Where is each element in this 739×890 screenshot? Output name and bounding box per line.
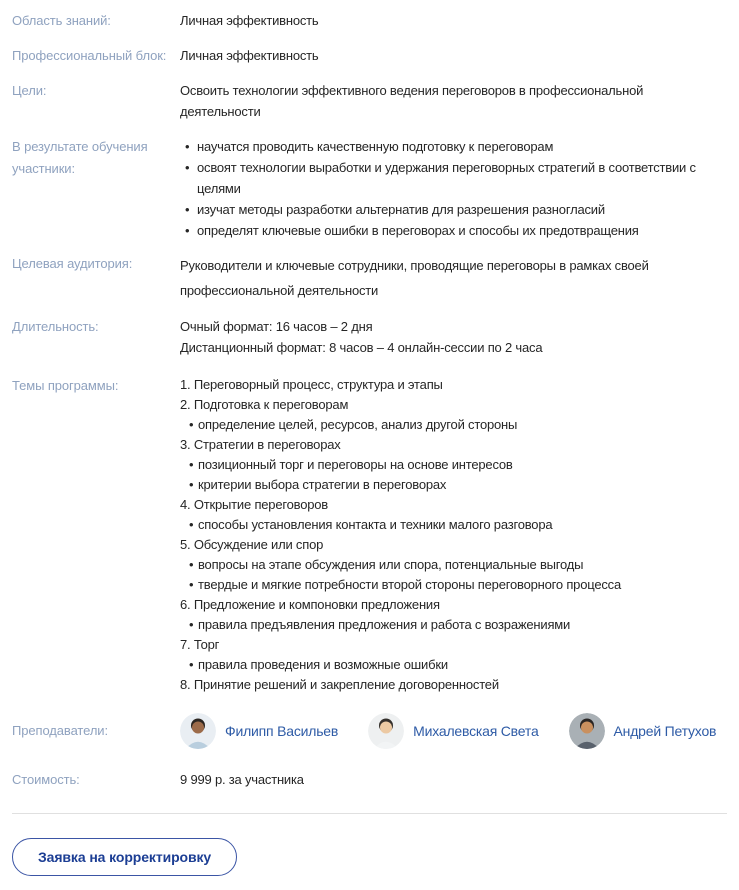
teachers-label: Преподаватели: bbox=[12, 723, 108, 738]
teacher-link-filipp-vasilev[interactable] bbox=[180, 713, 338, 749]
topic-subitem: • правила проведения и возможные ошибки bbox=[180, 655, 727, 675]
knowledge-area-label: Область знаний: bbox=[12, 13, 111, 28]
field-row-teachers bbox=[12, 713, 727, 749]
person-avatar-icon bbox=[569, 713, 605, 749]
outcome-item: • научатся проводить качественную подготовку к переговорам bbox=[180, 136, 727, 157]
teacher-name: Андрей Петухов bbox=[613, 722, 717, 739]
topic-item: 7. Торг bbox=[180, 637, 220, 652]
topic-item: 4. Открытие переговоров bbox=[180, 497, 329, 512]
topic-subitem: • вопросы на этапе обсуждения или спора, потенциальные выгоды bbox=[180, 555, 727, 575]
duration-line-online: Дистанционный формат: 8 часов – 4 онлайн-сессии по 2 часа bbox=[180, 340, 543, 355]
outcome-item: • изучат методы разработки альтернатив для разрешения разногласий bbox=[180, 199, 727, 220]
professional-block-label: Профессиональный блок: bbox=[12, 48, 167, 63]
topic-subitem: • определение целей, ресурсов, анализ другой стороны bbox=[180, 415, 727, 435]
target-audience-label: Целевая аудитория: bbox=[12, 256, 133, 271]
outcomes-list bbox=[180, 136, 727, 241]
topic-subitem: • позиционный торг и переговоры на основе интересов bbox=[180, 455, 727, 475]
teacher-avatar bbox=[180, 713, 216, 749]
teacher-avatar bbox=[569, 713, 605, 749]
goals-label: Цели: bbox=[12, 83, 47, 98]
duration-line-offline: Очный формат: 16 часов – 2 дня bbox=[180, 319, 373, 334]
goals-value: Освоить технологии эффективного ведения переговоров в профессиональной деятельности bbox=[180, 83, 644, 119]
topic-item: 1. Переговорный процесс, структура и этапы bbox=[180, 377, 443, 392]
outcomes-label: В результате обучения участники: bbox=[12, 139, 148, 176]
topic-item: 5. Обсуждение или спор bbox=[180, 537, 324, 552]
correction-request-button[interactable]: Заявка на корректировку bbox=[12, 838, 237, 876]
person-avatar-icon bbox=[368, 713, 404, 749]
topic-subitem: • способы установления контакта и техники малого разговора bbox=[180, 515, 727, 535]
topics-label: Темы программы: bbox=[12, 378, 119, 393]
field-row-target-audience bbox=[12, 253, 727, 303]
target-audience-value: Руководители и ключевые сотрудники, проводящие переговоры в рамках своей профессиональной деятельности bbox=[180, 258, 649, 298]
topic-item: 6. Предложение и компоновки предложения bbox=[180, 597, 440, 612]
teacher-avatar bbox=[368, 713, 404, 749]
topics-list bbox=[180, 375, 727, 695]
duration-value bbox=[180, 316, 727, 358]
field-row-outcomes bbox=[12, 136, 727, 241]
outcome-item: • определят ключевые ошибки в переговорах и способы их предотвращения bbox=[180, 220, 727, 241]
topic-subitem: • твердые и мягкие потребности второй стороны переговорного процесса bbox=[180, 575, 727, 595]
teacher-link-andrey-petukhov[interactable] bbox=[569, 713, 717, 749]
professional-block-value: Личная эффективность bbox=[180, 48, 319, 63]
price-label: Стоимость: bbox=[12, 772, 80, 787]
teacher-name: Филипп Васильев bbox=[225, 722, 339, 739]
topic-item: 8. Принятие решений и закрепление договоренностей bbox=[180, 677, 499, 692]
teacher-name: Михалевская Света bbox=[413, 722, 539, 739]
knowledge-area-value: Личная эффективность bbox=[180, 13, 319, 28]
topic-subitem: • правила предъявления предложения и работа с возражениями bbox=[180, 615, 727, 635]
topic-subitem: • критерии выбора стратегии в переговорах bbox=[180, 475, 727, 495]
duration-label: Длительность: bbox=[12, 319, 99, 334]
teachers-list bbox=[180, 713, 727, 749]
outcome-item: • освоят технологии выработки и удержания переговорных стратегий в соответствии с целями bbox=[180, 157, 727, 199]
field-row-topics bbox=[12, 375, 727, 695]
field-row-knowledge-area bbox=[12, 10, 727, 32]
field-row-goals bbox=[12, 80, 727, 122]
price-value: 9 999 р. за участника bbox=[180, 772, 304, 787]
person-avatar-icon bbox=[180, 713, 216, 749]
divider bbox=[12, 813, 727, 814]
field-row-price bbox=[12, 769, 727, 791]
field-row-duration bbox=[12, 316, 727, 358]
topic-item: 2. Подготовка к переговорам bbox=[180, 397, 349, 412]
field-row-professional-block bbox=[12, 45, 727, 67]
topic-item: 3. Стратегии в переговорах bbox=[180, 437, 341, 452]
teacher-link-mikhalevskaya-sveta[interactable] bbox=[368, 713, 538, 749]
